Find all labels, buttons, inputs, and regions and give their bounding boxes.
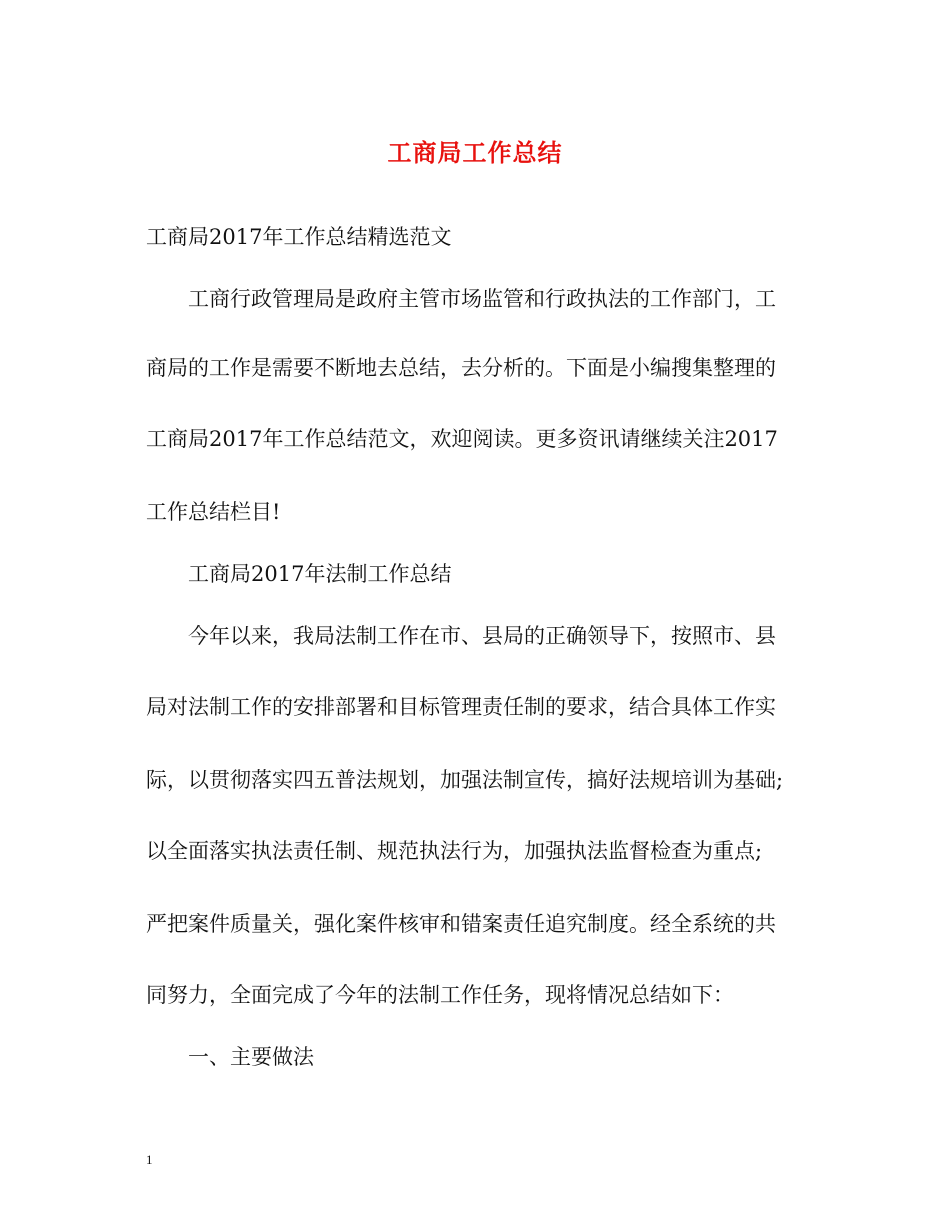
section-heading: 工商局2017年法制工作总结 xyxy=(188,562,452,586)
paragraph-line: 工作总结栏目! xyxy=(146,500,281,524)
paragraph-line: 商局的工作是需要不断地去总结，去分析的。下面是小编搜集整理的 xyxy=(146,356,776,380)
paragraph-line: 今年以来，我局法制工作在市、县局的正确领导下，按照市、县 xyxy=(188,624,776,648)
subtitle-line: 工商局2017年工作总结精选范文 xyxy=(146,225,452,249)
page-number: 1 xyxy=(146,1152,153,1167)
paragraph-line: 工商局2017年工作总结范文，欢迎阅读。更多资讯请继续关注2017 xyxy=(146,427,778,451)
document-title: 工商局工作总结 xyxy=(387,138,563,167)
paragraph-line: 以全面落实执法责任制、规范执法行为，加强执法监督检查为重点; xyxy=(146,839,763,863)
subsection-heading: 一、主要做法 xyxy=(188,1045,314,1069)
paragraph-line: 严把案件质量关，强化案件核审和错案责任追究制度。经全系统的共 xyxy=(146,912,776,936)
paragraph-line: 同努力，全面完成了今年的法制工作任务，现将情况总结如下： xyxy=(146,983,734,1007)
paragraph-line: 工商行政管理局是政府主管市场监管和行政执法的工作部门，工 xyxy=(188,287,776,311)
paragraph-line: 际，以贯彻落实四五普法规划，加强法制宣传，搞好法规培训为基础; xyxy=(146,768,784,792)
paragraph-line: 局对法制工作的安排部署和目标管理责任制的要求，结合具体工作实 xyxy=(146,695,776,719)
